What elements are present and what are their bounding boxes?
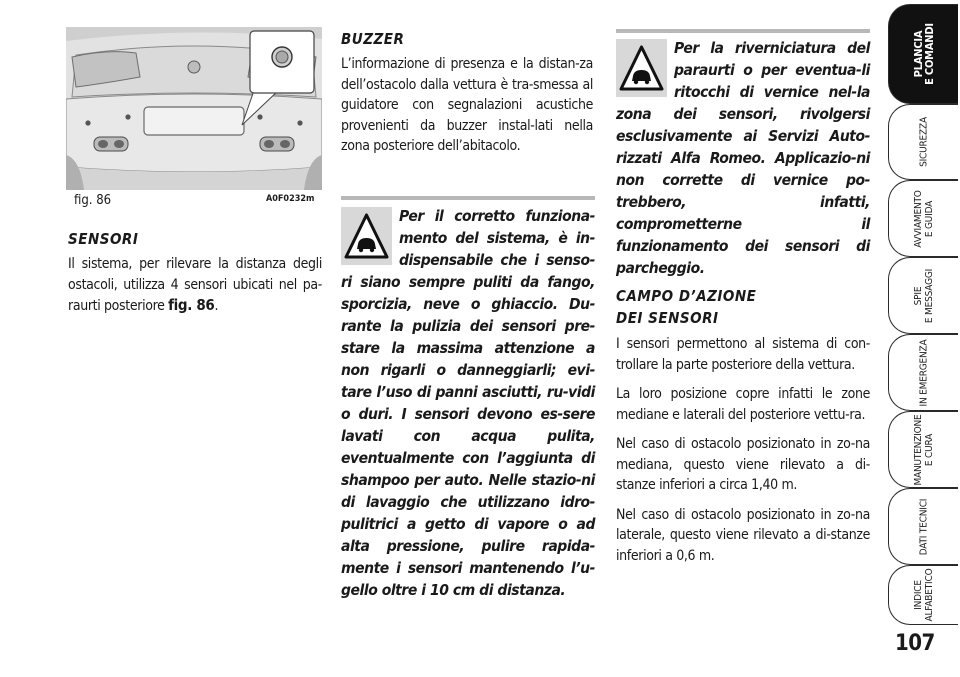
chapter-tabs (888, 0, 960, 677)
buzzer-heading: BUZZER (341, 30, 405, 48)
tab-manutenzione-e-cura[interactable] (888, 411, 958, 488)
sensori-text (68, 254, 322, 317)
campo-text (616, 334, 870, 575)
figure-code: A0F0232m (266, 194, 315, 204)
cleaning-warning (341, 205, 595, 601)
figure-reference: fig. 86 (168, 296, 215, 314)
sensori-heading: SENSORI (68, 230, 139, 248)
campo-paragraph: La loro posizione copre infatti le zone mediane e laterali del posteriore vettu-ra. (616, 386, 870, 423)
car-skid-warning-icon (616, 39, 667, 97)
tab-label: INDICE ALFABETICO (912, 568, 935, 622)
tab-label: SPIE E MESSAGGI (912, 268, 935, 323)
buzzer-text: L’informazione di presenza e la distan-za dell’ostacolo dalla vettura è tra-smessa al guidatore con segnalazioni acustiche provenienti da buzzer instal-lati nella zona posteriore dell’abitacolo. (341, 56, 593, 154)
warning-icon-slot (341, 205, 399, 267)
tab-avviamento-e-guida[interactable] (888, 180, 958, 257)
campo-paragraph: Nel caso di ostacolo posizionato in zo-na laterale, questo viene rilevato a di-stanze inferiori a 0,6 m. (616, 506, 870, 564)
cleaning-warning-text: Per il corretto funziona-mento del sistema, è in-dispensabile che i senso-ri siano sempre puliti da fango, sporcizia, neve o ghiaccio. Du-rante la pulizia dei sensori pre-stare la massima attenzione a non rigarli o danneggiarli; evi-tare l’uso di panni asciutti, ru-vidi o duri. I sensori devono es-sere lavati con acqua pulita, eventualmente con l’aggiunta di shampoo per auto. Nelle stazio-ni di lavaggio che utilizzano idro-pulitrici a getto di vapore o ad alta pressione, pulire rapida-mente i sensori mantenendo l’u-gello oltre i 10 cm di distanza. (341, 207, 595, 599)
tab-plancia-e-comandi[interactable] (888, 4, 958, 104)
tab-dati-tecnici[interactable] (888, 488, 958, 565)
warning-divider (616, 29, 870, 33)
warning-divider (341, 196, 595, 200)
campo-paragraph: Nel caso di ostacolo posizionato in zo-na mediana, questo viene rilevato a di-stanze inferiori a circa 1,40 m. (616, 436, 870, 493)
campo-paragraph: I sensori permettono al sistema di con-trollare la parte posteriore della vettura. (616, 336, 870, 373)
rear-bumper-figure (66, 27, 322, 190)
page-number: 107 (895, 631, 935, 656)
tab-label: PLANCIA E COMANDI (911, 23, 936, 85)
figure-caption: fig. 86 (74, 193, 112, 208)
sensori-text-main: Il sistema, per rilevare la distanza degli ostacoli, utilizza 4 sensori ubicati nel pa-raurti posteriore (68, 256, 322, 314)
tab-sicurezza[interactable] (888, 104, 958, 180)
tab-indice-alfabetico[interactable] (888, 565, 958, 625)
paint-warning (616, 37, 870, 279)
warning-icon-slot (616, 37, 674, 99)
tab-label: MANUTENZIONE E CURA (912, 413, 935, 486)
tab-label: SICUREZZA (918, 117, 929, 167)
tab-label: IN EMERGENZA (918, 339, 929, 406)
tab-in-emergenza[interactable] (888, 334, 958, 411)
tab-spie-e-messaggi[interactable] (888, 257, 958, 334)
campo-heading-line1: CAMPO D’AZIONE (616, 287, 757, 305)
campo-heading-line2: DEI SENSORI (616, 309, 719, 327)
sensori-text-end: . (214, 298, 219, 314)
rear-bumper-illustration (66, 27, 322, 190)
car-skid-warning-icon (341, 207, 392, 265)
tab-label: AVVIAMENTO E GUIDA (912, 189, 935, 248)
tab-label: DATI TECNICI (918, 498, 929, 555)
campo-heading (616, 287, 756, 327)
paint-warning-text: Per la riverniciatura del paraurti o per eventua-li ritocchi di vernice nel-la zona dei sensori, rivolgersi esclusivamente ai Servizi Auto-rizzati Alfa Romeo. Applicazio-ni non corrette di vernice po-trebbero, infatti, comprometterne il funzionamento dei sensori di parcheggio. (616, 39, 870, 277)
